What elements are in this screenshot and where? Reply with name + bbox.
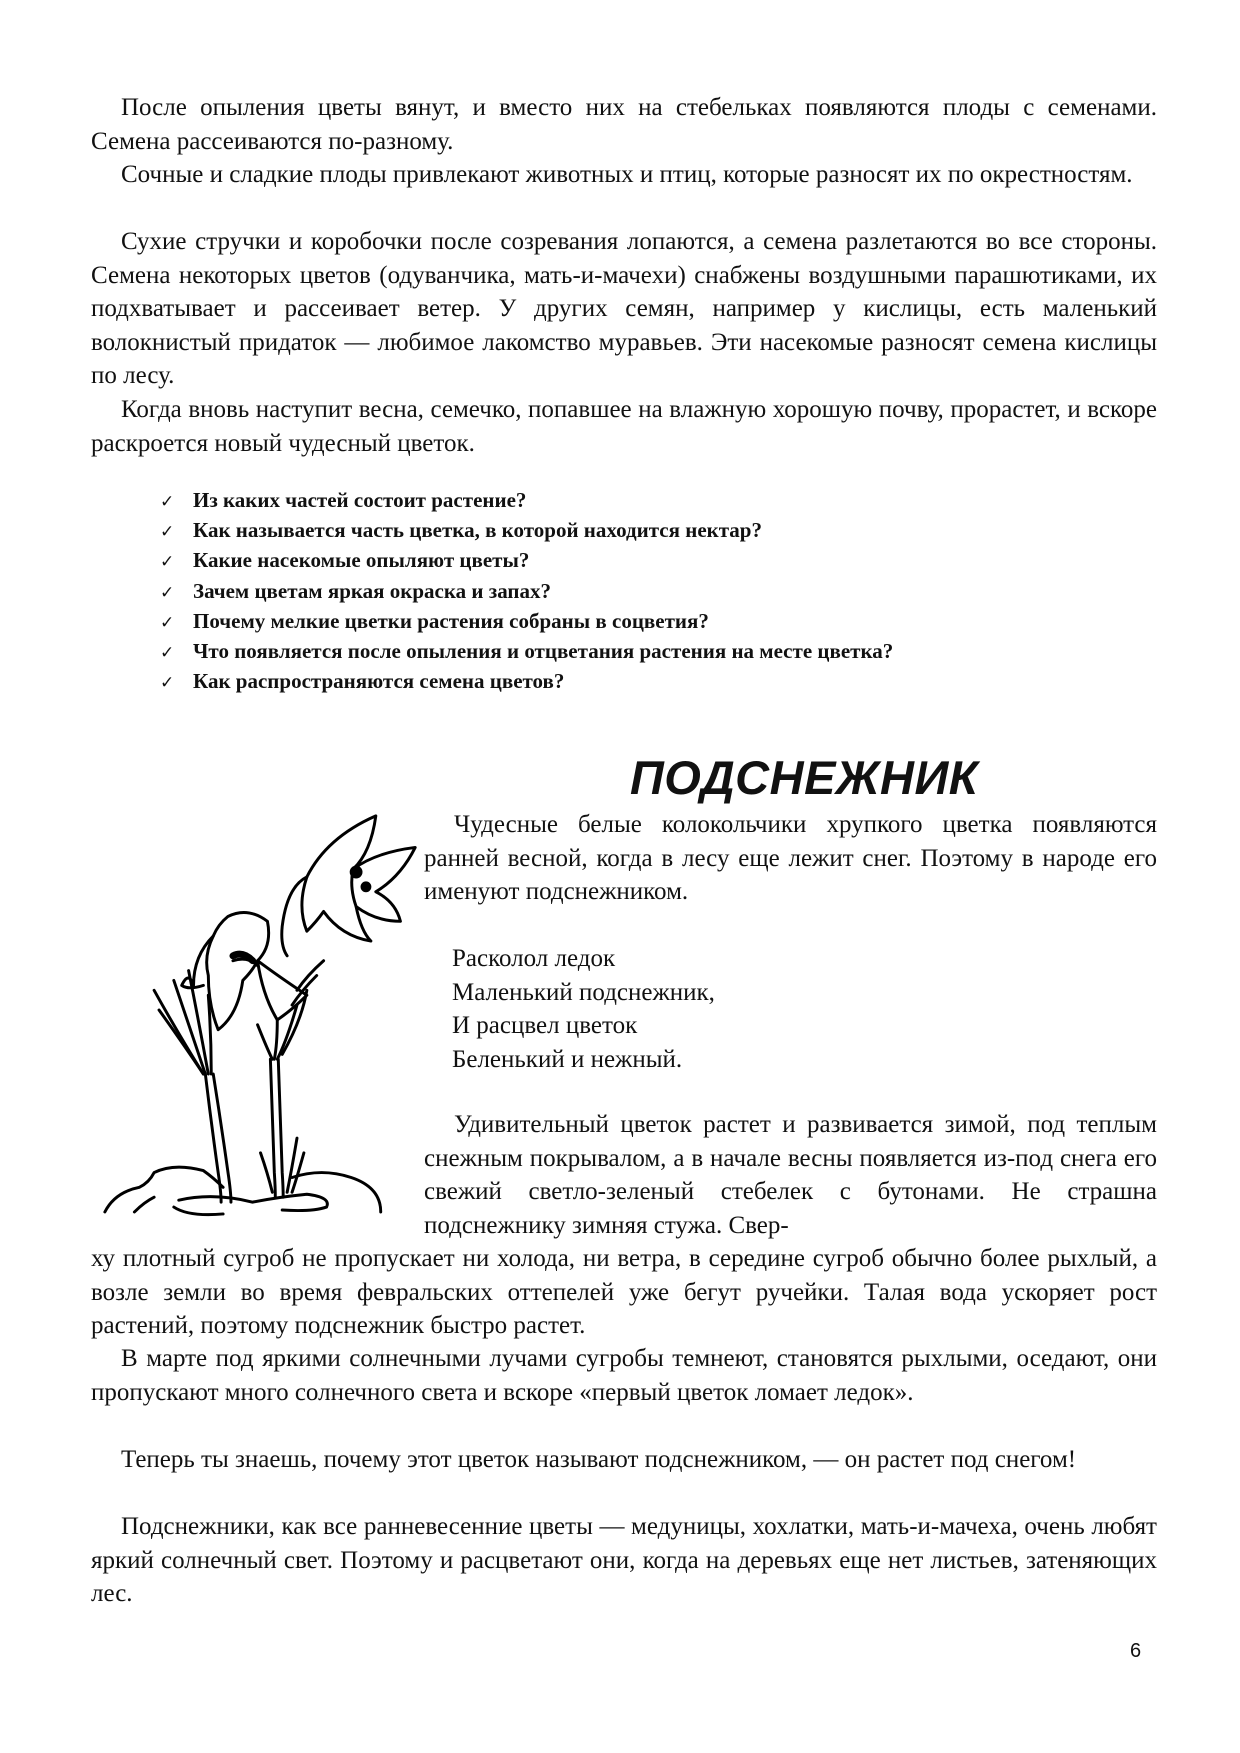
question-item <box>160 577 893 607</box>
question-text: Какие насекомые опыляют цветы? <box>193 548 530 573</box>
paragraph-text: В марте под яркими солнечными лучами сугробы темнеют, становятся рыхлыми, оседают, они пропускают много солнечного света и вскоре «первый цветок ломает ледок». <box>91 1345 1157 1406</box>
checkmark-icon: ✓ <box>160 582 175 603</box>
question-item <box>160 637 893 667</box>
question-text: Как распространяются семена цветов? <box>193 669 565 694</box>
checkmark-icon: ✓ <box>160 492 175 512</box>
section-title: ПОДСНЕЖНИК <box>630 751 979 804</box>
paragraph-text: Теперь ты знаешь, почему этот цветок называют подснежником, — он растет под снегом! <box>121 1446 1077 1473</box>
paragraph-text: После опыления цветы вянут, и вместо них на стебельках появляются плоды с семенами. Семена рассеиваются по-разному. <box>91 94 1157 155</box>
question-text: Из каких частей состоит растение? <box>193 488 527 512</box>
checkmark-icon: ✓ <box>160 612 175 633</box>
poem-line: Маленький подснежник, <box>452 978 715 1006</box>
paragraph-text: Сочные и сладкие плоды привлекают животных и птиц, которые разносят их по окрестностям. <box>121 161 1133 188</box>
checkmark-icon: ✓ <box>160 673 175 694</box>
question-text: Как называется часть цветка, в которой находится нектар? <box>193 518 762 543</box>
question-item <box>160 607 893 637</box>
review-questions-list <box>160 486 893 697</box>
poem <box>452 942 715 1076</box>
question-text: Что появляется после опыления и отцветания растения на месте цветка? <box>193 639 894 664</box>
paragraph-seeds-intro <box>91 91 1157 158</box>
poem-line: Беленький и нежный. <box>452 1045 683 1073</box>
question-item <box>160 667 893 697</box>
paragraph-early-spring <box>91 1510 1157 1611</box>
question-text: Зачем цветам яркая окраска и запах? <box>193 578 552 603</box>
question-item <box>160 546 893 576</box>
paragraph-march <box>91 1342 1157 1409</box>
snowdrop-illustration <box>95 795 430 1225</box>
paragraph-text: ху плотный сугроб не пропускает ни холода, ни ветра, в середине сугроб обычно более рыхлый, а возле земли во время февральских оттепелей уже бегут ручейки. Талая вода ускоряет рост растений, поэтому подснежник быстро растет. <box>91 1245 1157 1339</box>
paragraph-text: Чудесные белые колокольчики хрупкого цветка появляются ранней весной, когда в лесу еще лежит снег. Поэтому в народе его именуют подснежником. <box>424 811 1157 905</box>
checkmark-icon: ✓ <box>160 643 175 664</box>
paragraph-winter-growth <box>424 1108 1157 1242</box>
paragraph-winter-growth-continued <box>91 1242 1157 1343</box>
page-number: 6 <box>1130 1640 1142 1662</box>
paragraph-why-name <box>91 1443 1157 1477</box>
paragraph-dry-pods <box>91 225 1157 393</box>
question-item <box>160 486 893 516</box>
poem-line: Расколол ледок <box>452 945 616 972</box>
paragraph-text: Подснежники, как все ранневесенние цветы — медуницы, хохлатки, мать-и-мачеха, очень любят яркий солнечный свет. Поэтому и расцветают они, когда на деревьях еще нет листьев, затеняющих лес. <box>91 1513 1157 1607</box>
paragraph-text: Удивительный цветок растет и развивается зимой, под теплым снежным покрывалом, а в начале весны появляется из-под снега его свежий светло-зеленый стебелек с бутонами. Не страшна подснежнику зимняя стужа. Свер- <box>424 1111 1157 1239</box>
paragraph-text: Сухие стручки и коробочки после созревания лопаются, а семена разлетаются во все стороны. Семена некоторых цветов (одуванчика, мать-и-мачехи) снабжены воздушными парашютиками, их подхватывает и рассеивает ветер. У других семян, например у кислицы, есть маленький волокнистый придаток — любимое лакомство муравьев. Эти насекомые разносят семена кислицы по лесу. <box>91 228 1157 389</box>
question-text: Почему мелкие цветки растения собраны в соцветия? <box>193 608 709 633</box>
question-item <box>160 516 893 546</box>
paragraph-lead <box>424 808 1157 909</box>
paragraph-text: Когда вновь наступит весна, семечко, попавшее на влажную хорошую почву, прорастет, и вскоре раскроется новый чудесный цветок. <box>91 396 1157 457</box>
poem-line: И расцвел цветок <box>452 1012 638 1039</box>
checkmark-icon: ✓ <box>160 522 175 543</box>
checkmark-icon: ✓ <box>160 552 175 573</box>
paragraph-spring <box>91 393 1157 460</box>
paragraph-juicy-fruits <box>91 158 1157 192</box>
